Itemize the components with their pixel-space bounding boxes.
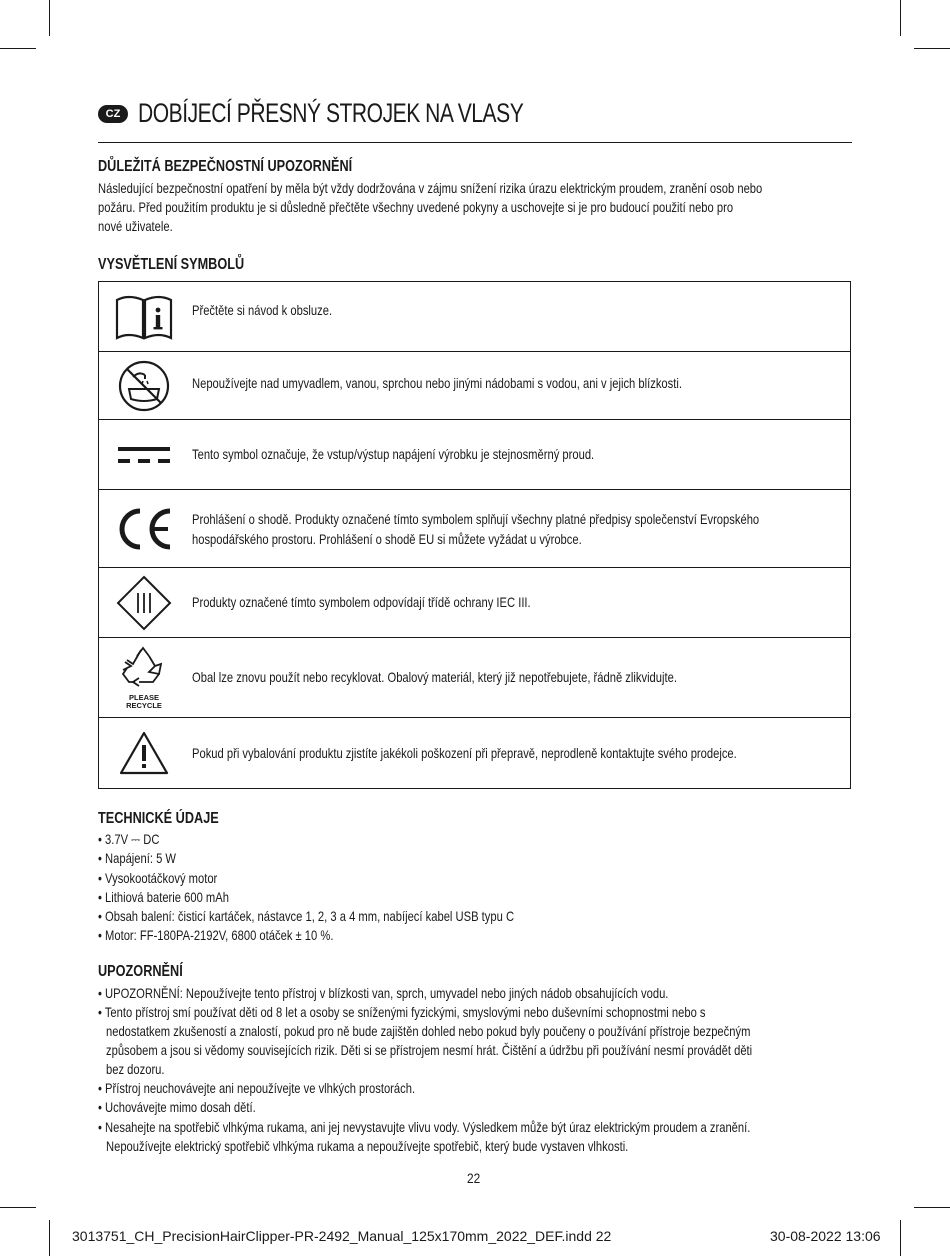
- safety-text-line: nové uživatele.: [98, 218, 173, 234]
- tech-item: • 3.7V ⎓ DC: [98, 831, 160, 847]
- symbol-description: Obal lze znovu použít nebo recyklovat. Obalový materiál, který již nepotřebujete, řádně zlikvidujte.: [192, 669, 677, 685]
- warning-line: bez dozoru.: [106, 1061, 165, 1077]
- direct-current-icon: [99, 420, 189, 489]
- tech-item: • Vysokootáčkový motor: [98, 870, 218, 886]
- crop-mark: [914, 1207, 950, 1208]
- symbol-row: [99, 490, 850, 568]
- crop-mark: [49, 0, 50, 36]
- safety-text-line: požáru. Před použitím produktu je si důsledně přečtěte všechny uvedené pokyny a uschovejte si je pro budoucí použití nebo pro: [98, 199, 734, 215]
- symbols-table: [98, 281, 851, 789]
- page-title: DOBÍJECÍ PŘESNÝ STROJEK NA VLASY: [138, 98, 524, 128]
- crop-mark: [900, 0, 901, 36]
- symbol-description: Tento symbol označuje, že vstup/výstup napájení výrobku je stejnosměrný proud.: [192, 446, 595, 462]
- warning-line: • UPOZORNĚNÍ: Nepoužívejte tento přístroj v blízkosti van, sprch, umyvadel nebo jiných nádob obsahujících vodu.: [98, 985, 669, 1001]
- warning-line: způsobem a jsou si vědomy souvisejících rizik. Děti si se přístrojem nesmí hrát. Čištění a údržbu při používání nesmí provádět děti: [106, 1042, 753, 1058]
- warning-line: Nepoužívejte elektrický spotřebič vlhkýma rukama a nepoužívejte spotřebič, který bude vystaven vlhkosti.: [106, 1138, 629, 1154]
- symbol-description: Pokud při vybalování produktu zjistíte jakékoli poškození při přepravě, neprodleně kontaktujte svého prodejce.: [192, 745, 737, 761]
- crop-mark: [914, 48, 950, 49]
- recycle-icon-label: PLEASE RECYCLE: [126, 693, 162, 710]
- safety-heading: DŮLEŽITÁ BEZPEČNOSTNÍ UPOZORNĚNÍ: [98, 158, 353, 175]
- symbol-description: Nepoužívejte nad umyvadlem, vanou, sprchou nebo jinými nádobami s vodou, ani v jejich blízkosti.: [192, 375, 682, 391]
- language-badge: CZ: [98, 105, 128, 123]
- symbol-description: hospodářského prostoru. Prohlášení o shodě EU si můžete vyžádat u výrobce.: [192, 531, 582, 547]
- class-iii-icon: [99, 568, 189, 637]
- manual-info-icon: [99, 282, 189, 351]
- symbols-heading: VYSVĚTLENÍ SYMBOLŮ: [98, 256, 245, 273]
- safety-text-line: Následující bezpečnostní opatření by měla být vždy dodržována v zájmu snížení rizika úrazu elektrickým proudem, zranění osob nebo: [98, 180, 763, 196]
- page-number: 22: [467, 1170, 481, 1186]
- symbol-description: Produkty označené tímto symbolem odpovídají třídě ochrany IEC III.: [192, 594, 531, 610]
- tech-item: • Lithiová baterie 600 mAh: [98, 889, 229, 905]
- warning-line: nedostatkem zkušeností a znalostí, pokud pro ně bude zajištěn dohled nebo pokud byly poučeny o používání přístroje bezpečným: [106, 1023, 751, 1039]
- symbol-row: [99, 352, 850, 420]
- symbol-row: [99, 568, 850, 638]
- symbol-row: [99, 420, 850, 490]
- warning-line: • Nesahejte na spotřebič vlhkýma rukama, ani jej nevystavujte vlivu vody. Výsledkem může být úraz elektrickým proudem a zranění.: [98, 1119, 751, 1135]
- tech-item: • Motor: FF-180PA-2192V, 6800 otáček ± 10 %.: [98, 927, 334, 943]
- crop-mark: [49, 1220, 50, 1256]
- symbol-row: [99, 638, 850, 718]
- tech-item: • Napájení: 5 W: [98, 850, 177, 866]
- symbol-row: [99, 718, 850, 788]
- warning-line: • Tento přístroj smí používat děti od 8 let a osoby se sníženými fyzickými, smyslovými nebo duševními schopnostmi nebo s: [98, 1004, 706, 1020]
- tech-heading: TECHNICKÉ ÚDAJE: [98, 810, 219, 827]
- warning-line: • Uchovávejte mimo dosah dětí.: [98, 1099, 256, 1115]
- crop-mark: [0, 48, 36, 49]
- warnings-heading: UPOZORNĚNÍ: [98, 963, 183, 980]
- tech-item: • Obsah balení: čisticí kartáček, nástavce 1, 2, 3 a 4 mm, nabíjecí kabel USB typu C: [98, 908, 515, 924]
- warning-line: • Přístroj neuchovávejte ani nepoužívejte ve vlhkých prostorách.: [98, 1080, 416, 1096]
- no-water-bath-icon: [99, 352, 189, 419]
- ce-mark-icon: [99, 490, 189, 567]
- warning-triangle-icon: [99, 718, 189, 788]
- symbol-row: [99, 282, 850, 352]
- slug-date: 30-08-2022 13:06: [770, 1228, 881, 1244]
- slug-filename: 3013751_CH_PrecisionHairClipper-PR-2492_Manual_125x170mm_2022_DEF.indd 22: [72, 1228, 612, 1244]
- crop-mark: [900, 1220, 901, 1256]
- page-header: [98, 98, 852, 143]
- symbol-description: Přečtěte si návod k obsluze.: [192, 302, 333, 318]
- please-recycle-icon: [99, 638, 189, 717]
- crop-mark: [0, 1207, 36, 1208]
- symbol-description: Prohlášení o shodě. Produkty označené tímto symbolem splňují všechny platné předpisy společenství Evropského: [192, 511, 760, 527]
